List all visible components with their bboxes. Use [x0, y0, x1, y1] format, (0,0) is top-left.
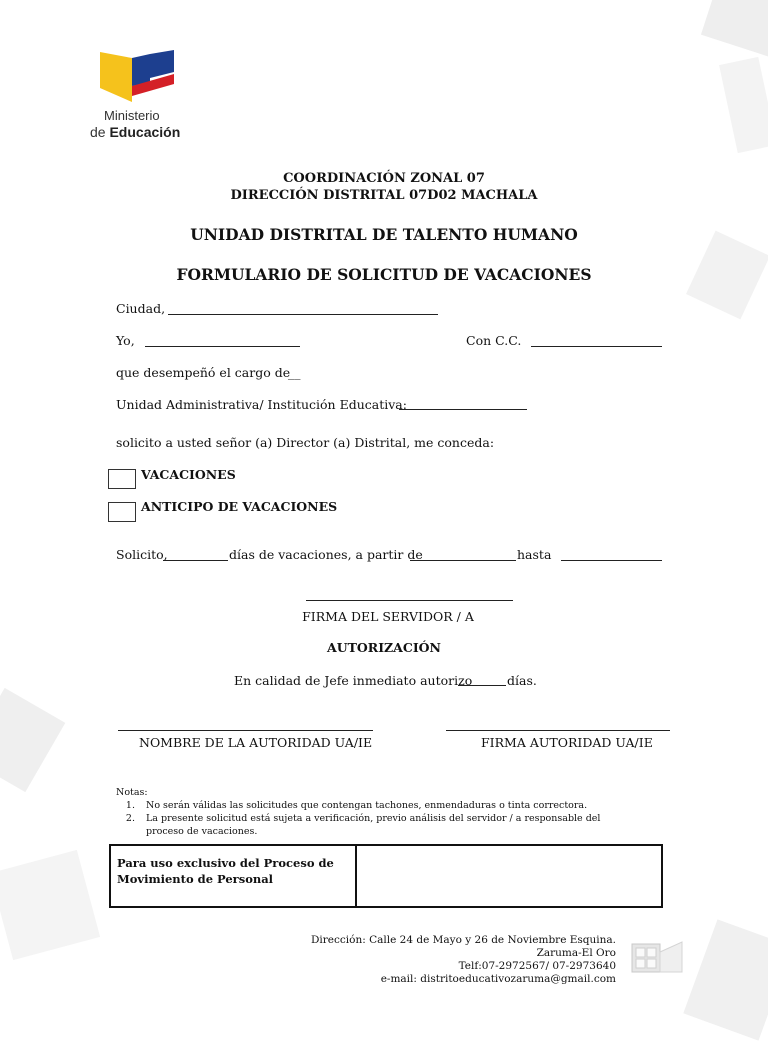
- ciudad-label: Ciudad,: [116, 301, 166, 316]
- building-icon: [630, 940, 686, 974]
- uso-exclusivo-text: Para uso exclusivo del Proceso de Movimiento de Personal: [117, 856, 334, 886]
- uso-exclusivo-table: [109, 844, 663, 908]
- ministerio-logo: [90, 48, 200, 148]
- footer-address: [296, 934, 616, 986]
- cargo-field[interactable]: __: [288, 365, 301, 380]
- footer-telefono: Telf:07-2972567/ 07-2973640: [458, 960, 616, 972]
- header-block: [0, 170, 768, 204]
- vacaciones-option-label: VACACIONES: [141, 467, 236, 482]
- notes-section: [116, 786, 626, 838]
- cargo-label: que desempeñó el cargo de: [116, 365, 291, 380]
- firma-autoridad-line[interactable]: [446, 730, 670, 731]
- footer-direccion: Dirección: Calle 24 de Mayo y 26 de Noviembre Esquina.: [311, 934, 616, 946]
- fecha-hasta-field[interactable]: [561, 560, 662, 561]
- footer-ciudad: Zaruma-El Oro: [536, 947, 616, 959]
- coordinacion-zonal: COORDINACIÓN ZONAL 07: [283, 171, 485, 186]
- autorizacion-title: AUTORIZACIÓN: [327, 640, 441, 655]
- logo-text-ministerio: Ministerio: [104, 108, 160, 123]
- background-decoration: [701, 0, 768, 62]
- note-item: 1. No serán válidas las solicitudes que contengan tachones, enmendaduras o tinta correctora.: [138, 799, 626, 812]
- note-item: 2. La presente solicitud está sujeta a verificación, previo análisis del servidor / a responsable del proceso de vacaciones.: [138, 812, 626, 838]
- background-decoration: [683, 919, 768, 1040]
- autorizo-text: En calidad de Jefe inmediato autorizo: [234, 673, 473, 688]
- footer-email[interactable]: e-mail: distritoeducativozaruma@gmail.com: [380, 973, 616, 985]
- unidad-title: UNIDAD DISTRITAL DE TALENTO HUMANO: [190, 225, 578, 244]
- unidad-administrativa-field[interactable]: [399, 409, 527, 410]
- nombre-autoridad-line[interactable]: [118, 730, 373, 731]
- nombre-field[interactable]: [145, 346, 300, 347]
- ciudad-field[interactable]: [168, 314, 438, 315]
- background-decoration: [719, 57, 768, 153]
- firma-servidor-label: FIRMA DEL SERVIDOR / A: [302, 609, 474, 624]
- direccion-distrital: DIRECCIÓN DISTRITAL 07D02 MACHALA: [230, 188, 538, 203]
- background-decoration: [0, 688, 65, 792]
- logo-text-educacion: de Educación: [90, 124, 181, 140]
- fecha-desde-field[interactable]: [410, 560, 516, 561]
- cedula-field[interactable]: [531, 346, 662, 347]
- firma-autoridad-label: FIRMA AUTORIDAD UA/IE: [481, 735, 653, 750]
- yo-label: Yo,: [116, 333, 135, 348]
- firma-servidor-line[interactable]: [306, 600, 513, 601]
- uso-exclusivo-label-cell: [111, 846, 357, 906]
- hasta-label: hasta: [517, 547, 552, 562]
- vacaciones-checkbox[interactable]: [108, 469, 136, 489]
- notes-title: Notas:: [116, 787, 148, 798]
- form-title: FORMULARIO DE SOLICITUD DE VACACIONES: [176, 265, 592, 284]
- solicito-dias-label: Solicito,: [116, 547, 168, 562]
- dias-text: días.: [507, 673, 537, 688]
- dias-vacaciones-text: días de vacaciones, a partir de: [229, 547, 423, 562]
- cc-label: Con C.C.: [466, 333, 522, 348]
- nombre-autoridad-label: NOMBRE DE LA AUTORIDAD UA/IE: [139, 735, 373, 750]
- dias-field[interactable]: [163, 560, 228, 561]
- anticipo-checkbox[interactable]: [108, 502, 136, 522]
- background-decoration: [0, 850, 100, 960]
- flag-logo-icon: [90, 48, 180, 106]
- anticipo-option-label: ANTICIPO DE VACACIONES: [141, 499, 338, 514]
- solicito-text: solicito a usted señor (a) Director (a) Distrital, me conceda:: [116, 435, 495, 450]
- dias-autorizados-field[interactable]: [458, 685, 506, 686]
- unidad-administrativa-label: Unidad Administrativa/ Institución Educativa:: [116, 397, 407, 412]
